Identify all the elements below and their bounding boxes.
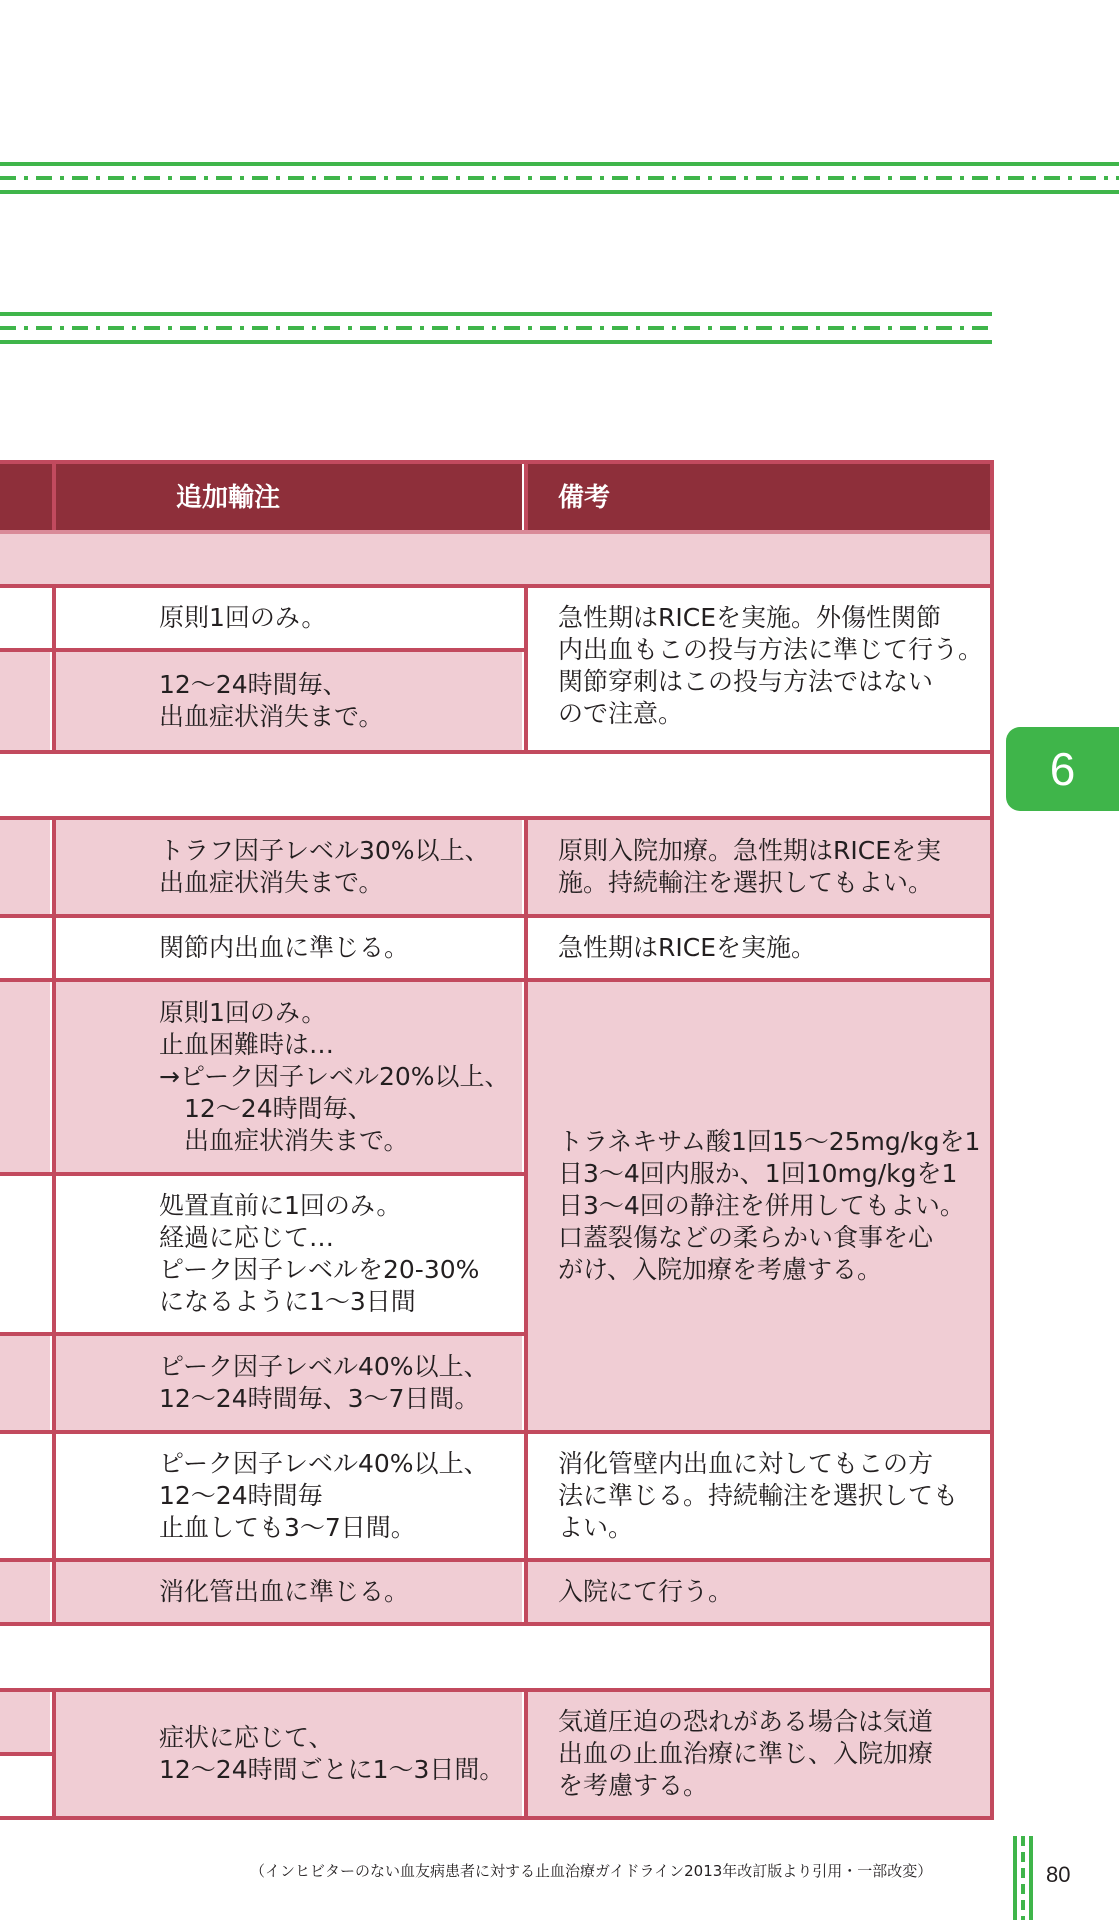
grid-line [0, 1622, 994, 1626]
grid-line [52, 816, 56, 1626]
grid-line [0, 1816, 994, 1820]
grid-line [0, 978, 994, 982]
add-infusion-cell: 原則1回のみ。 [56, 588, 522, 648]
add-infusion-cell: 12〜24時間毎、 出血症状消失まで。 [56, 652, 522, 750]
grid-line [52, 460, 56, 530]
category-row [0, 1626, 990, 1688]
second-divider-band [0, 312, 992, 344]
add-infusion-cell: 関節内出血に準じる。 [56, 918, 522, 978]
table-row [0, 1434, 50, 1558]
grid-line [524, 816, 528, 1626]
grid-line [524, 1688, 528, 1820]
table-row [0, 918, 50, 978]
source-footnote: （インヒビターのない血友病患者に対する止血治療ガイドライン2013年改訂版より引用・一部改変） [250, 1862, 933, 1880]
remarks-cell-oral: トラネキサム酸1回15〜25mg/kgを1 日3〜4回内服か、1回10mg/kgを1 日3〜4回の静注を併用してもよい。 口蓋裂傷などの柔らかい食事を心 がけ、入院加療を考慮する。 [528, 982, 990, 1430]
page-number: 80 [1046, 1862, 1071, 1887]
add-infusion-cell: ピーク因子レベル40%以上、 12〜24時間毎 止血しても3〜7日間。 [56, 1434, 522, 1558]
grid-line [990, 460, 994, 1820]
table-row [0, 1336, 50, 1430]
table-row [0, 652, 50, 750]
grid-line [524, 460, 528, 530]
grid-line [0, 1172, 524, 1176]
header-cell-previous [0, 460, 52, 530]
table-row [0, 1562, 50, 1622]
category-row [0, 530, 990, 584]
add-infusion-cell: トラフ因子レベル30%以上、 出血症状消失まで。 [56, 820, 522, 914]
add-infusion-cell: 処置直前に1回のみ。 経過に応じて… ピーク因子レベルを20-30% になるように1〜3日間 [56, 1176, 522, 1332]
grid-line [0, 648, 524, 652]
treatment-table [0, 460, 994, 1822]
grid-line [0, 530, 994, 534]
grid-line [0, 1688, 994, 1692]
table-row [0, 982, 50, 1172]
table-row [0, 820, 50, 914]
remarks-cell: 急性期はRICEを実施。 [528, 918, 990, 978]
grid-line [0, 584, 994, 588]
grid-line [52, 1688, 56, 1820]
add-infusion-cell: 原則1回のみ。 止血困難時は… →ピーク因子レベル20%以上、 12〜24時間毎、 出血症状消失まで。 [56, 982, 522, 1172]
table-row [0, 1692, 50, 1752]
add-infusion-cell: 症状に応じて、 12〜24時間ごとに1〜3日間。 [56, 1692, 522, 1816]
table-row [0, 588, 50, 648]
grid-line [0, 750, 994, 754]
grid-line [0, 914, 994, 918]
grid-line [0, 1558, 994, 1562]
add-infusion-cell: 消化管出血に準じる。 [56, 1562, 522, 1622]
grid-line [0, 1430, 994, 1434]
remarks-cell: 入院にて行う。 [528, 1562, 990, 1622]
top-divider-band [0, 162, 1119, 194]
grid-line [0, 816, 994, 820]
grid-line [0, 1752, 54, 1756]
chapter-tab[interactable]: 6 [1006, 727, 1119, 811]
remarks-cell: 原則入院加療。急性期はRICEを実 施。持続輸注を選択してもよい。 [528, 820, 990, 914]
header-remarks: 備考 [528, 460, 990, 530]
add-infusion-cell: ピーク因子レベル40%以上、 12〜24時間毎、3〜7日間。 [56, 1336, 522, 1430]
grid-line [52, 584, 56, 754]
remarks-cell-joint: 急性期はRICEを実施。外傷性関節 内出血もこの投与方法に準じて行う。 関節穿刺はこの投与方法ではない ので注意。 [528, 588, 990, 750]
table-row [0, 1176, 50, 1332]
grid-line [0, 460, 994, 464]
table-row [0, 1756, 50, 1816]
grid-line [524, 584, 528, 754]
header-add-infusion: 追加輸注 [56, 460, 522, 530]
grid-line [0, 1332, 524, 1336]
remarks-cell: 消化管壁内出血に対してもこの方 法に準じる。持続輸注を選択しても よい。 [528, 1434, 990, 1558]
category-row [0, 754, 990, 816]
remarks-cell: 気道圧迫の恐れがある場合は気道 出血の止血治療に準じ、入院加療 を考慮する。 [528, 1692, 990, 1816]
page-marker-bar [1013, 1836, 1035, 1920]
